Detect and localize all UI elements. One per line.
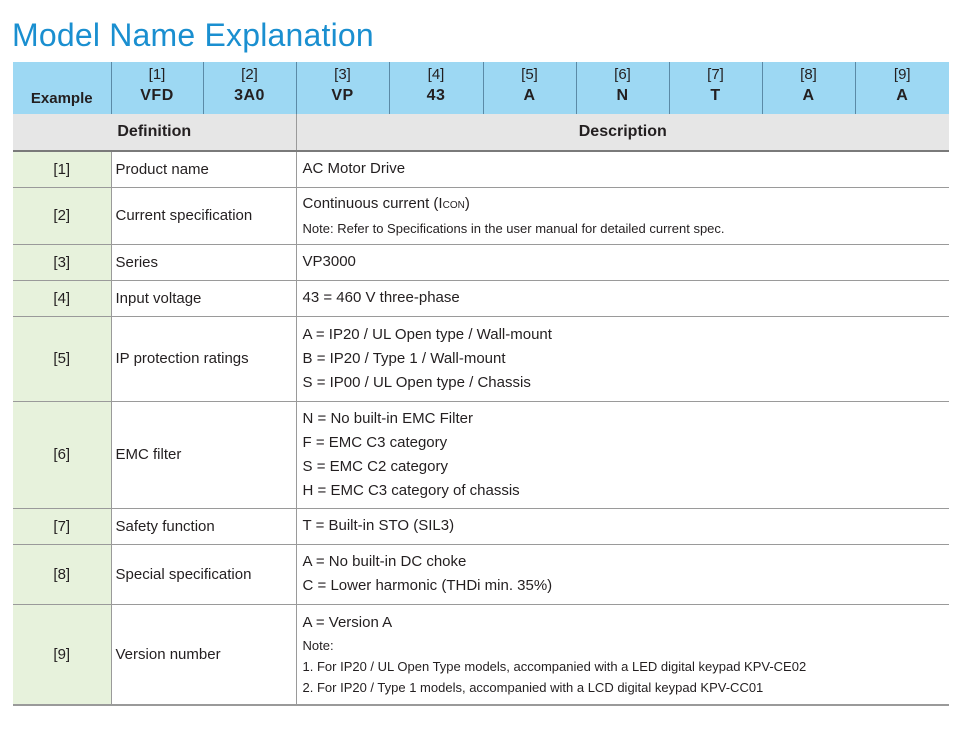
example-cell-4 [389,62,483,115]
example-index: [6] [614,66,631,83]
row-description [296,604,949,705]
description-header: Description [296,114,949,151]
table-row [13,280,949,316]
row-number: [3] [13,244,111,280]
example-code: A [896,87,909,104]
example-index: [3] [334,66,351,83]
description-note: Note: Refer to Specifications in the user manual for detailed current spec. [302,221,725,236]
row-number: [9] [13,604,111,705]
row-description [296,316,949,401]
row-definition: IP protection ratings [111,316,296,401]
table-row [13,244,949,280]
description-line: S = IP00 / UL Open type / Chassis [302,373,531,391]
definition-table [13,114,949,706]
description-line: A = IP20 / UL Open type / Wall-mount [302,325,552,343]
example-label-cell [13,62,111,115]
example-label: Example [30,90,93,107]
example-cell-1 [111,62,203,115]
table-row [13,604,949,705]
row-description [296,244,949,280]
row-description [296,544,949,604]
example-code: T [710,87,721,104]
example-cell-5 [483,62,576,115]
example-index: [2] [241,66,258,83]
description-line: S = EMC C2 category [302,457,448,475]
example-index: [9] [893,66,911,83]
row-description [296,508,949,544]
row-definition: Input voltage [111,280,296,316]
row-description [296,187,949,244]
description-line: B = IP20 / Type 1 / Wall-mount [302,349,506,367]
example-index: [1] [148,66,166,83]
description-line: N = No built-in EMC Filter [302,409,473,427]
table-row [13,508,949,544]
row-description [296,280,949,316]
example-index: [5] [521,66,538,83]
row-definition: Series [111,244,296,280]
row-definition: Special specification [111,544,296,604]
row-description [296,151,949,187]
description-line: C = Lower harmonic (THDi min. 35%) [302,577,553,594]
current-subscript: CON [442,200,465,211]
current-text: Continuous current (I [302,195,443,212]
description-line: VP3000 [302,253,356,270]
description-line: T = Built-in STO (SIL3) [302,517,455,534]
page-title: Model Name Explanation [12,17,374,53]
row-definition: Safety function [111,508,296,544]
example-index: [8] [800,66,817,83]
definition-header: Definition [13,114,296,151]
description-line [303,192,950,218]
example-cell-2 [203,62,296,115]
example-code: 3A0 [234,87,265,104]
example-index: [7] [707,66,724,83]
example-code: A [523,87,536,104]
example-cell-8 [762,62,855,115]
example-cell-6 [576,62,669,115]
row-number: [8] [13,544,111,604]
row-definition: Version number [111,604,296,705]
table-row [13,187,949,244]
description-line: A = No built-in DC choke [302,553,467,570]
row-number: [7] [13,508,111,544]
row-number: [4] [13,280,111,316]
description-line: F = EMC C3 category [302,433,448,451]
example-code: 43 [426,87,446,104]
table-row [13,151,949,187]
description-line: H = EMC C3 category of chassis [302,481,520,499]
example-row [13,62,949,115]
example-cell-9 [855,62,949,115]
example-cell-7 [669,62,762,115]
row-number: [2] [13,187,111,244]
row-definition: Product name [111,151,296,187]
row-description [296,401,949,508]
row-number: [1] [13,151,111,187]
table-row [13,544,949,604]
table-row [13,316,949,401]
row-definition: EMC filter [111,401,296,508]
table-row [13,401,949,508]
row-definition: Current specification [111,187,296,244]
description-note: Note: [302,637,334,653]
description-note: 1. For IP20 / UL Open Type models, accompanied with a LED digital keypad KPV-CE02 [302,658,807,674]
example-code-table [13,62,949,116]
description-line: 43 = 460 V three-phase [302,289,460,306]
example-index: [4] [427,66,445,83]
description-line: AC Motor Drive [302,160,406,178]
row-number: [5] [13,316,111,401]
header-row [13,114,949,151]
example-code: VFD [140,87,174,104]
current-text-end: ) [464,195,470,212]
row-number: [6] [13,401,111,508]
example-cell-3 [296,62,389,115]
description-line: A = Version A [302,613,393,631]
example-code: N [616,87,629,104]
example-code: VP [331,87,354,104]
example-code: A [802,87,815,104]
description-note: 2. For IP20 / Type 1 models, accompanied with a LCD digital keypad KPV-CC01 [302,679,764,695]
